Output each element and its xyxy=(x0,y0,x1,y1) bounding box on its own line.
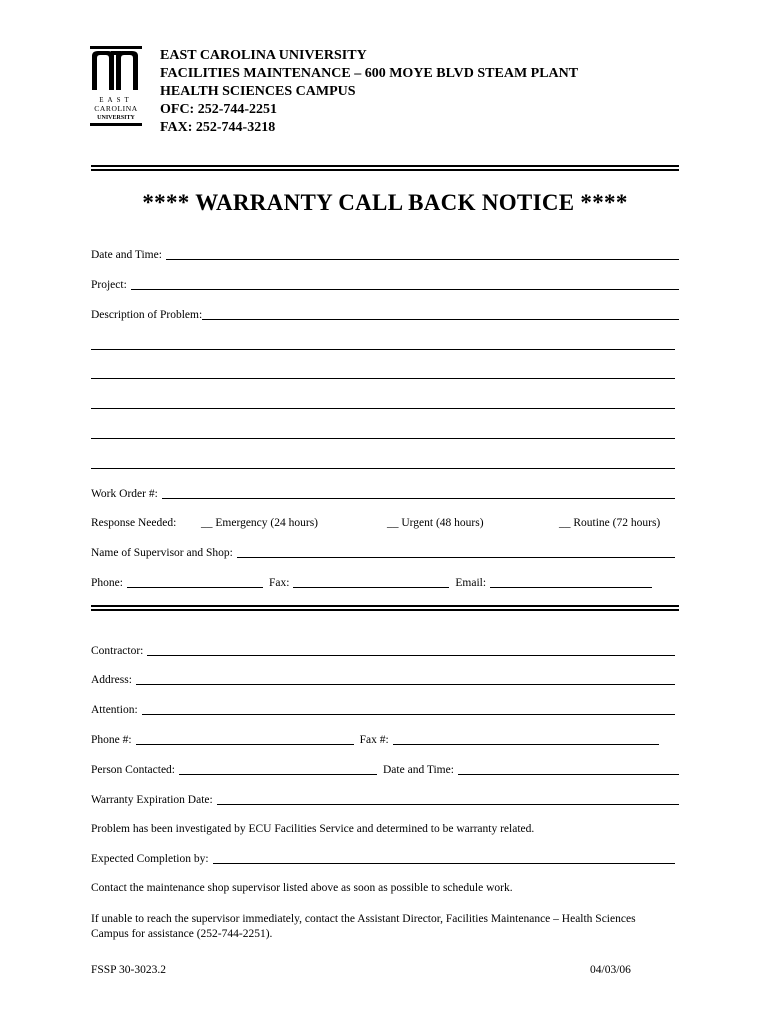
form-title: **** WARRANTY CALL BACK NOTICE **** xyxy=(142,190,628,215)
description-field[interactable] xyxy=(91,308,679,322)
routine-option[interactable]: __ Routine (72 hours) xyxy=(559,517,661,529)
description-label: Description of Problem: xyxy=(91,309,203,321)
address-field[interactable] xyxy=(91,673,675,687)
section-divider xyxy=(91,605,679,611)
contractor-phone-label: Phone #: xyxy=(91,734,132,746)
urgent-option[interactable]: __ Urgent (48 hours) xyxy=(387,517,484,529)
description-line[interactable] xyxy=(91,438,675,439)
form-date: 04/03/06 xyxy=(590,964,631,976)
ecu-logo xyxy=(90,46,142,130)
header-department: FACILITIES MAINTENANCE – 600 MOYE BLVD STEAM PLANT xyxy=(160,66,579,81)
header-fax: FAX: 252-744-3218 xyxy=(160,120,276,135)
header-divider xyxy=(91,165,679,171)
fax-label: Fax: xyxy=(268,577,290,589)
description-line[interactable] xyxy=(91,378,675,379)
logo-word-east: EAST xyxy=(99,96,133,104)
address-label: Address: xyxy=(91,674,132,686)
person-contacted-row xyxy=(91,763,679,777)
warranty-expiration-field[interactable] xyxy=(91,793,679,807)
contractor-fax-input[interactable] xyxy=(393,744,659,745)
supervisor-label: Name of Supervisor and Shop: xyxy=(91,547,233,559)
email-input[interactable] xyxy=(490,587,652,588)
fax-input[interactable] xyxy=(293,587,449,588)
form-number: FSSP 30-3023.2 xyxy=(91,964,166,976)
description-line[interactable] xyxy=(91,468,675,469)
description-line[interactable] xyxy=(91,408,675,409)
contact-row xyxy=(91,576,675,590)
ecu-logo-mark xyxy=(90,46,142,130)
contact-note: Contact the maintenance shop supervisor listed above as soon as possible to schedule work. xyxy=(91,882,513,894)
description-line[interactable] xyxy=(91,349,675,350)
header-block xyxy=(160,47,578,137)
response-needed-row xyxy=(91,517,679,531)
header-university: EAST CAROLINA UNIVERSITY xyxy=(160,48,367,63)
phone-label: Phone: xyxy=(91,577,123,589)
contractor-fax-label: Fax #: xyxy=(359,734,389,746)
contractor-label: Contractor: xyxy=(91,645,144,657)
work-order-label: Work Order #: xyxy=(91,488,158,500)
logo-word-university: UNIVERSITY xyxy=(97,115,135,121)
date-time-field[interactable] xyxy=(91,248,679,262)
header-campus: HEALTH SCIENCES CAMPUS xyxy=(160,84,356,99)
person-contacted-input[interactable] xyxy=(179,774,377,775)
attention-label: Attention: xyxy=(91,704,138,716)
phone-input[interactable] xyxy=(127,587,263,588)
expected-completion-label: Expected Completion by: xyxy=(91,853,209,865)
attention-field[interactable] xyxy=(91,703,675,717)
unable-note: If unable to reach the supervisor immediately, contact the Assistant Director, Facilities Maintenance – Health Sciences Campus for assistance (252-744-2251). xyxy=(91,913,636,940)
contractor-phone-fax-row xyxy=(91,733,675,747)
header-office-phone: OFC: 252-744-2251 xyxy=(160,102,278,117)
project-field[interactable] xyxy=(91,278,679,292)
warranty-expiration-label: Warranty Expiration Date: xyxy=(91,794,213,806)
email-label: Email: xyxy=(455,577,487,589)
contacted-date-time-label: Date and Time: xyxy=(383,764,454,776)
person-contacted-label: Person Contacted: xyxy=(91,764,175,776)
contacted-date-time-input[interactable] xyxy=(458,774,679,775)
expected-completion-field[interactable] xyxy=(91,852,675,866)
contractor-field[interactable] xyxy=(91,644,675,658)
contractor-phone-input[interactable] xyxy=(136,744,354,745)
response-needed-label: Response Needed: xyxy=(91,517,177,529)
supervisor-field[interactable] xyxy=(91,546,675,560)
project-label: Project: xyxy=(91,279,127,291)
date-time-label: Date and Time: xyxy=(91,249,162,261)
emergency-option[interactable]: __ Emergency (24 hours) xyxy=(201,517,318,529)
investigated-note: Problem has been investigated by ECU Facilities Service and determined to be warranty related. xyxy=(91,823,535,835)
work-order-field[interactable] xyxy=(91,487,675,501)
logo-word-carolina: CAROLINA xyxy=(94,104,138,113)
